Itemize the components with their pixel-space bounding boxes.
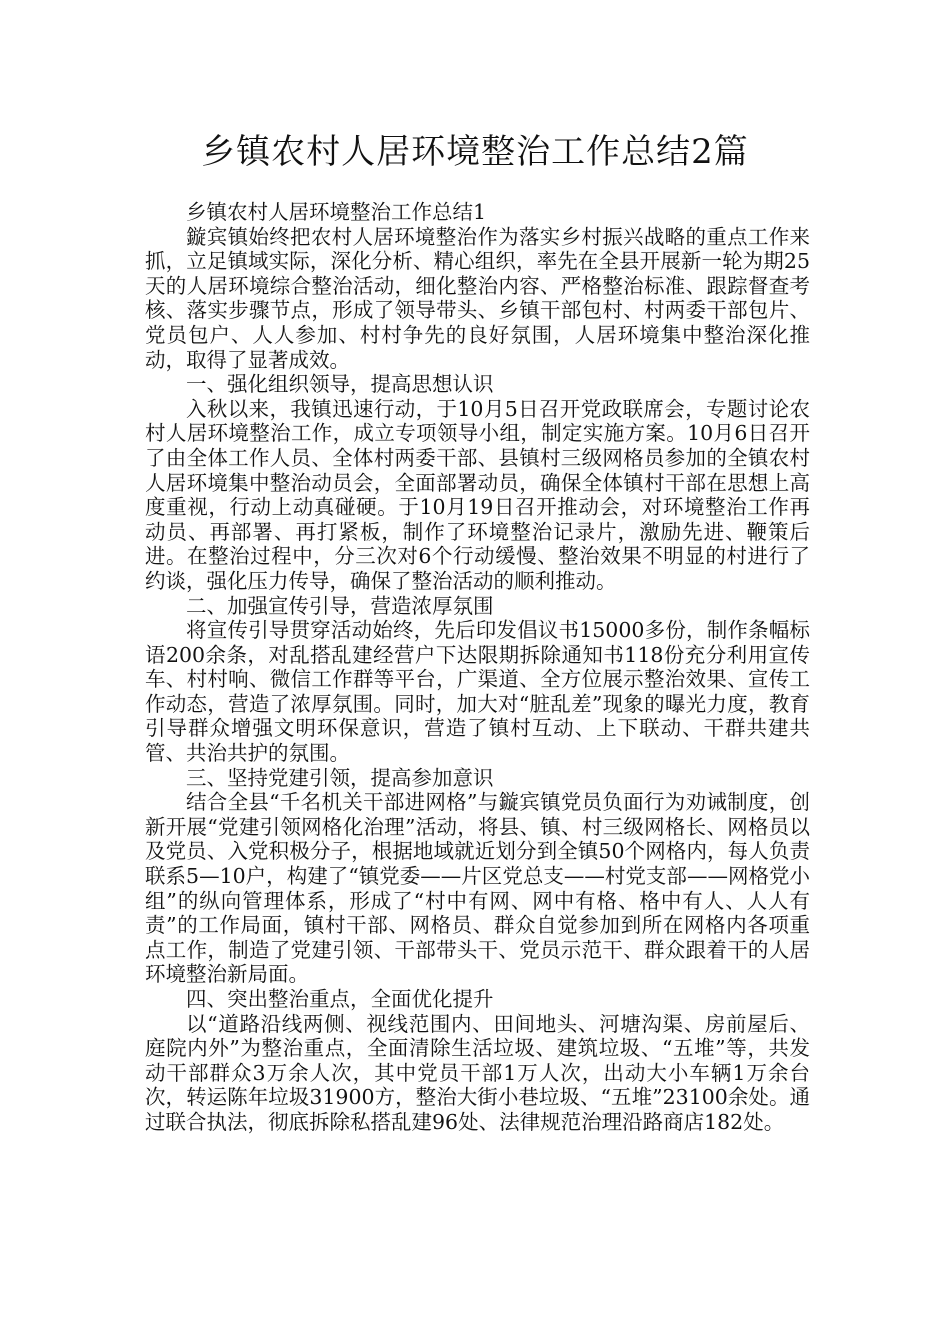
document-title: 乡镇农村人居环境整治工作总结2篇 — [201, 132, 749, 172]
section-paragraph-1: 入秋以来，我镇迅速行动，于10月5日召开党政联席会，专题讨论农村人居环境整治工作，成立专项领导小组，制定实施方案。10月6日召开了由全体工作人员、全体村两委干部、县镇村三级网格员参加的全镇农村人居环境集中整治动员会，全面部署动员，确保全体镇村干部在思想上高度重视，行动上动真碰硬。于10月19日召开推动会，对环境整治工作再动员、再部署、再打紧板，制作了环境整治记录片，激励先进、鞭策后进。在整治过程中，分三次对6个行动缓慢、整治效果不明显的村进行了约谈，强化压力传导，确保了整治活动的顺利推动。 — [145, 396, 810, 593]
section-paragraph-3: 结合全县“千名机关干部进网格”与鏇宾镇党员负面行为劝诫制度，创新开展“党建引领网格化治理”活动，将县、镇、村三级网格长、网格员以及党员、入党积极分子，根据地域就近划分到全镇50个网格内，每人负责联系5—10户，构建了“镇党委——片区党总支——村党支部——网格党小组”的纵向管理体系，形成了“村中有网、网中有格、格中有人、人人有责”的工作局面，镇村干部、网格员、群众自觉参加到所在网格内各项重点工作，制造了党建引领、干部带头干、党员示范干、群众跟着干的人居环境整治新局面。 — [145, 790, 810, 987]
section-heading-1: 一、强化组织领导，提高思想认识 — [186, 372, 494, 397]
section-heading-4: 四、突出整治重点，全面优化提升 — [186, 987, 494, 1011]
section-subtitle: 乡镇农村人居环境整治工作总结1 — [186, 200, 487, 224]
document-body — [145, 200, 810, 1135]
section-heading-3: 三、坚持党建引领，提高参加意识 — [186, 765, 494, 790]
section-heading-2: 二、加强宣传引导，营造浓厚氛围 — [186, 593, 494, 618]
section-paragraph-2: 将宣传引导贯穿活动始终，先后印发倡议书15000多份，制作条幅标语200余条，对乱搭乱建经营户下达限期拆除通知书118份充分利用宣传车、村村响、微信工作群等平台，广渠道、全方位展示整治效果、宣传工作动态，营造了浓厚氛围。同时，加大对“脏乱差”现象的曝光力度，教育引导群众增强文明环保意识，营造了镇村互动、上下联动、干群共建共管、共治共护的氛围。 — [145, 618, 810, 766]
intro-paragraph: 鏇宾镇始终把农村人居环境整治作为落实乡村振兴战略的重点工作来抓，立足镇域实际，深化分析、精心组织，率先在全县开展新一轮为期25天的人居环境综合整治活动，细化整治内容、严格整治标准、跟踪督查考核、落实步骤节点，形成了领导带头、乡镇干部包村、村两委干部包片、党员包户、人人参加、村村争先的良好氛围，人居环境集中整治深化推动，取得了显著成效。 — [145, 224, 810, 372]
section-paragraph-4: 以“道路沿线两侧、视线范围内、田间地头、河塘沟渠、房前屋后、庭院内外”为整治重点，全面清除生活垃圾、建筑垃圾、“五堆”等，共发动干部群众3万余人次，其中党员干部1万人次，出动大小车辆1万余台次，转运陈年垃圾31900方，整治大街小巷垃圾、“五堆”23100余处。通过联合执法，彻底拆除私搭乱建96处、法律规范治理沿路商店182处。 — [145, 1011, 810, 1134]
